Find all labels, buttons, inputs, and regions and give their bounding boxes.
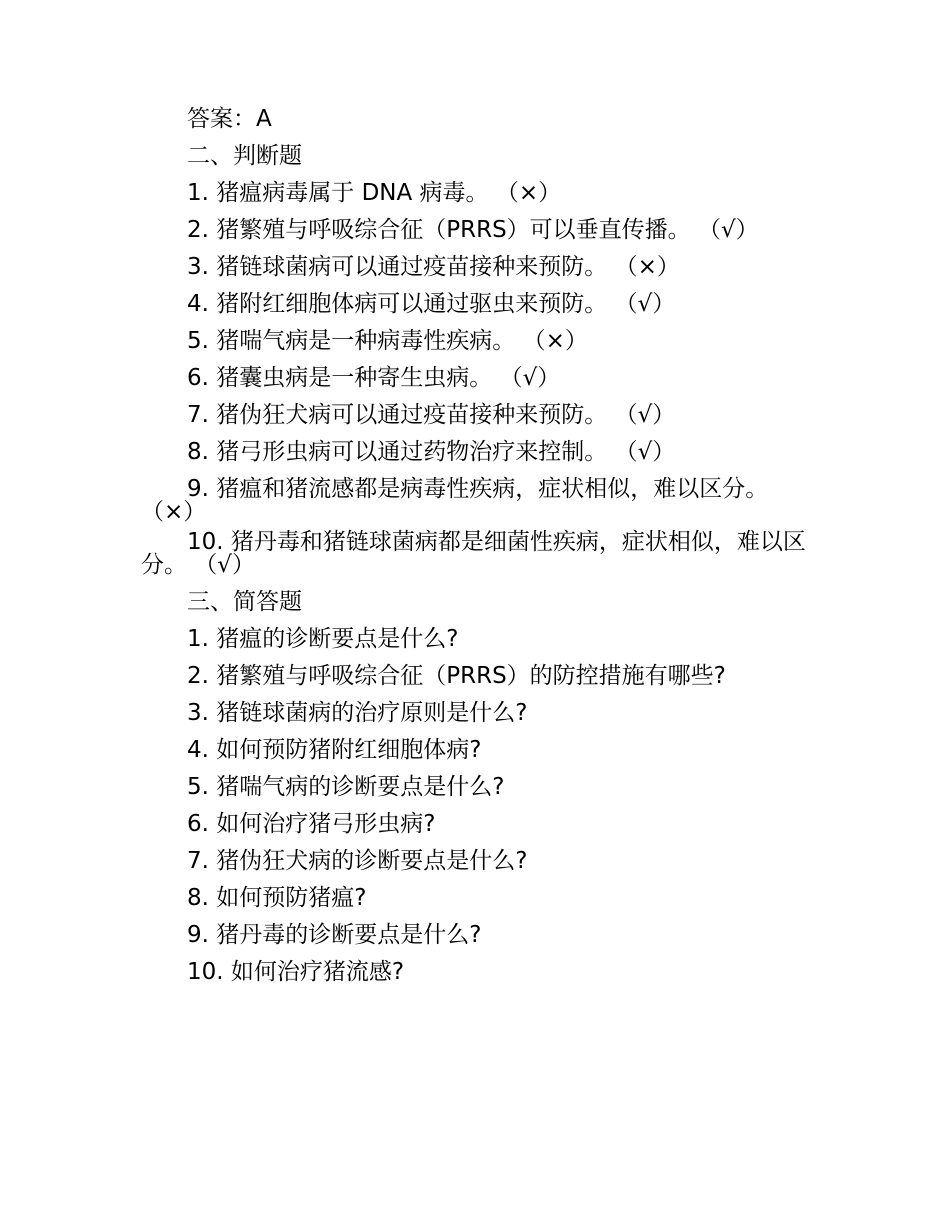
short-answer-item: 3. 猪链球菌病的治疗原则是什么? (187, 700, 528, 726)
true-false-item: 6. 猪囊虫病是一种寄生虫病。 （√） (187, 365, 561, 391)
short-answer-item: 6. 如何治疗猪弓形虫病? (187, 811, 436, 837)
true-false-item: 8. 猪弓形虫病可以通过药物治疗来控制。 （√） (187, 439, 676, 465)
answer-line: 答案：A (187, 106, 272, 132)
true-false-item: 10. 猪丹毒和猪链球菌病都是细菌性疾病，症状相似，难以区分。 （√） (141, 529, 806, 578)
short-answer-item: 4. 如何预防猪附红细胞体病? (187, 737, 482, 763)
document-body (141, 101, 806, 991)
true-false-item: 5. 猪喘气病是一种病毒性疾病。 （×） (187, 328, 588, 354)
section-heading-true-false: 二、判断题 (187, 143, 302, 169)
short-answer-item: 9. 猪丹毒的诊断要点是什么? (187, 922, 482, 948)
true-false-item: 4. 猪附红细胞体病可以通过驱虫来预防。 （√） (187, 291, 676, 317)
short-answer-item: 5. 猪喘气病的诊断要点是什么? (187, 774, 505, 800)
short-answer-item: 2. 猪繁殖与呼吸综合征（PRRS）的防控措施有哪些? (187, 663, 726, 689)
short-answer-item: 7. 猪伪狂犬病的诊断要点是什么? (187, 848, 528, 874)
section-heading-short-answer: 三、简答题 (187, 589, 302, 615)
short-answer-item: 8. 如何预防猪瘟? (187, 885, 367, 911)
true-false-item: 3. 猪链球菌病可以通过疫苗接种来预防。 （×） (187, 254, 680, 280)
short-answer-item: 10. 如何治疗猪流感? (187, 959, 405, 985)
true-false-item: 2. 猪繁殖与呼吸综合征（PRRS）可以垂直传播。 （√） (187, 217, 759, 243)
true-false-item: 9. 猪瘟和猪流感都是病毒性疾病，症状相似，难以区分。 （×） (141, 476, 769, 525)
true-false-item: 7. 猪伪狂犬病可以通过疫苗接种来预防。 （√） (187, 402, 676, 428)
true-false-item: 1. 猪瘟病毒属于 DNA 病毒。 （×） (187, 180, 562, 206)
short-answer-item: 1. 猪瘟的诊断要点是什么? (187, 626, 459, 652)
